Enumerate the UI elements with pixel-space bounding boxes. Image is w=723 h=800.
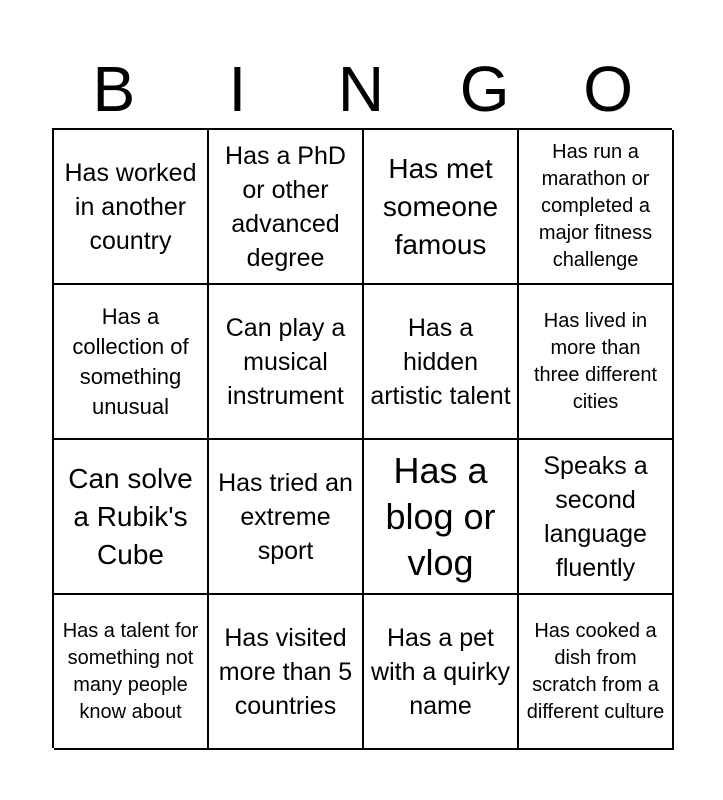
bingo-cell-text: Has worked in another country xyxy=(64,158,197,255)
bingo-title xyxy=(52,50,670,128)
bingo-cell-text: Has a talent for something not many people know about xyxy=(62,619,199,723)
bingo-cell-text: Can play a musical instrument xyxy=(225,313,346,410)
bingo-cell-text: Has a blog or vlog xyxy=(385,449,496,583)
bingo-cell-3-3[interactable] xyxy=(364,440,519,595)
bingo-cell-2-1[interactable] xyxy=(54,285,209,440)
bingo-cell-text: Has visited more than 5 countries xyxy=(218,623,353,720)
bingo-cell-1-3[interactable] xyxy=(364,130,519,285)
title-letter-b: B xyxy=(92,53,136,125)
bingo-cell-text: Can solve a Rubik's Cube xyxy=(68,462,193,570)
bingo-cell-1-1[interactable] xyxy=(54,130,209,285)
bingo-cell-4-2[interactable] xyxy=(209,595,364,750)
bingo-cell-text: Speaks a second language fluently xyxy=(543,451,648,582)
bingo-cell-text: Has a pet with a quirky name xyxy=(371,623,510,720)
bingo-grid xyxy=(52,128,672,748)
bingo-cell-text: Has a hidden artistic talent xyxy=(370,313,511,410)
bingo-cell-4-1[interactable] xyxy=(54,595,209,750)
bingo-cell-text: Has a PhD or other advanced degree xyxy=(225,141,346,272)
bingo-cell-text: Has cooked a dish from scratch from a different culture xyxy=(526,619,665,723)
bingo-cell-text: Has tried an extreme sport xyxy=(218,468,353,565)
title-letter-n: N xyxy=(337,53,385,125)
bingo-cell-2-4[interactable] xyxy=(519,285,674,440)
bingo-cell-3-4[interactable] xyxy=(519,440,674,595)
bingo-cell-1-2[interactable] xyxy=(209,130,364,285)
bingo-cell-text: Has lived in more than three different cities xyxy=(533,309,658,413)
bingo-cell-2-3[interactable] xyxy=(364,285,519,440)
bingo-cell-4-3[interactable] xyxy=(364,595,519,750)
title-letter-g: G xyxy=(459,53,510,125)
bingo-cell-1-4[interactable] xyxy=(519,130,674,285)
bingo-cell-text: Has met someone famous xyxy=(382,152,499,260)
title-letter-o: O xyxy=(583,53,634,125)
bingo-cell-4-4[interactable] xyxy=(519,595,674,750)
title-letter-i: I xyxy=(228,53,247,125)
bingo-cell-text: Has run a marathon or completed a major fitness challenge xyxy=(538,141,653,271)
bingo-cell-3-1[interactable] xyxy=(54,440,209,595)
bingo-cell-3-2[interactable] xyxy=(209,440,364,595)
bingo-cell-text: Has a collection of something unusual xyxy=(72,303,189,419)
bingo-cell-2-2[interactable] xyxy=(209,285,364,440)
